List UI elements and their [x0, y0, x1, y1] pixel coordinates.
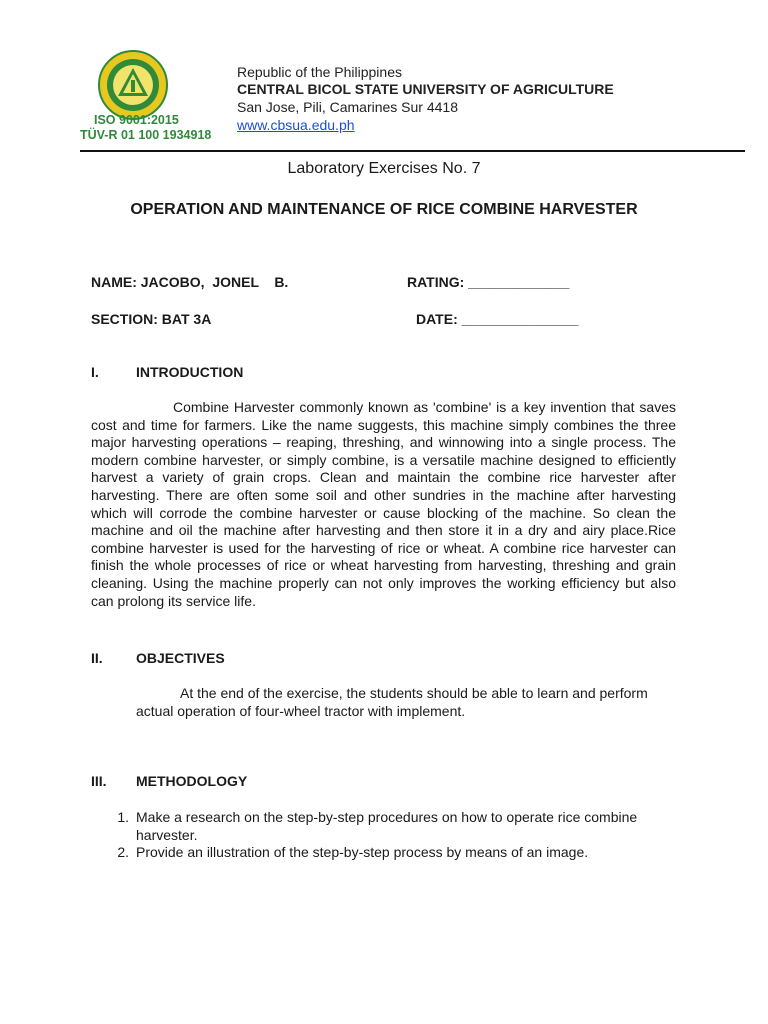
university-seal-logo: [98, 50, 168, 120]
republic-text: Republic of the Philippines: [237, 64, 402, 80]
student-name: NAME: JACOBO, JONEL B.: [91, 274, 289, 290]
intro-heading: INTRODUCTION: [136, 364, 244, 380]
date-field: DATE: _______________: [416, 311, 579, 327]
list-item-number: 1.: [117, 809, 129, 825]
tuv-certification: TÜV-R 01 100 1934918: [80, 128, 212, 142]
section-field: SECTION: BAT 3A: [91, 311, 212, 327]
rating-field: RATING: _____________: [407, 274, 570, 290]
document-main-title: OPERATION AND MAINTENANCE OF RICE COMBINE HARVESTER: [130, 201, 638, 218]
list-item-text: Make a research on the step-by-step procedures on how to operate rice combine harvester.: [136, 809, 638, 843]
methodology-list: [91, 809, 691, 862]
methodology-heading: METHODOLOGY: [136, 773, 248, 789]
list-item: [91, 809, 691, 844]
list-item: [91, 844, 691, 862]
website-link[interactable]: www.cbsua.edu.ph: [237, 117, 355, 133]
header-divider: [80, 150, 745, 152]
objectives-heading: OBJECTIVES: [136, 650, 225, 666]
university-name: CENTRAL BICOL STATE UNIVERSITY OF AGRICULTURE: [237, 81, 614, 97]
university-address: San Jose, Pili, Camarines Sur 4418: [237, 99, 458, 115]
methodology-number: III.: [91, 773, 107, 789]
objectives-number: II.: [91, 650, 103, 666]
list-item-number: 2.: [117, 844, 129, 860]
intro-paragraph: Combine Harvester commonly known as 'combine' is a key invention that saves cost and time for farmers. Like the name suggests, this machine simply combines the three major harvesting operations – reaping, threshing, and winnowing into a single process. The modern combine harvester, or simply combine, is a versatile machine designed to efficiently harvest a variety of grain crops. Clean and maintain the combine rice harvester after harvesting. There are often some soil and other sundries in the machine after harvesting which will corrode the combine harvester or cause blocking of the machine. So clean the machine and oil the machine after harvesting and then store it in a dry and airy place.Rice combine harvester is used for the harvesting of rice or wheat. A combine rice harvester can finish the whole processes of rice or wheat harvesting from harvesting, threshing and grain cleaning. Using the machine properly can not only improves the working efficiency but also can prolong its service life.: [91, 399, 676, 609]
objectives-paragraph: At the end of the exercise, the students should be able to learn and perform actual operation of four-wheel tractor with implement.: [136, 685, 648, 719]
iso-certification: ISO 9001:2015: [94, 113, 179, 127]
list-item-text: Provide an illustration of the step-by-step process by means of an image.: [136, 844, 589, 860]
lab-exercise-title: Laboratory Exercises No. 7: [287, 160, 481, 177]
intro-number: I.: [91, 364, 99, 380]
